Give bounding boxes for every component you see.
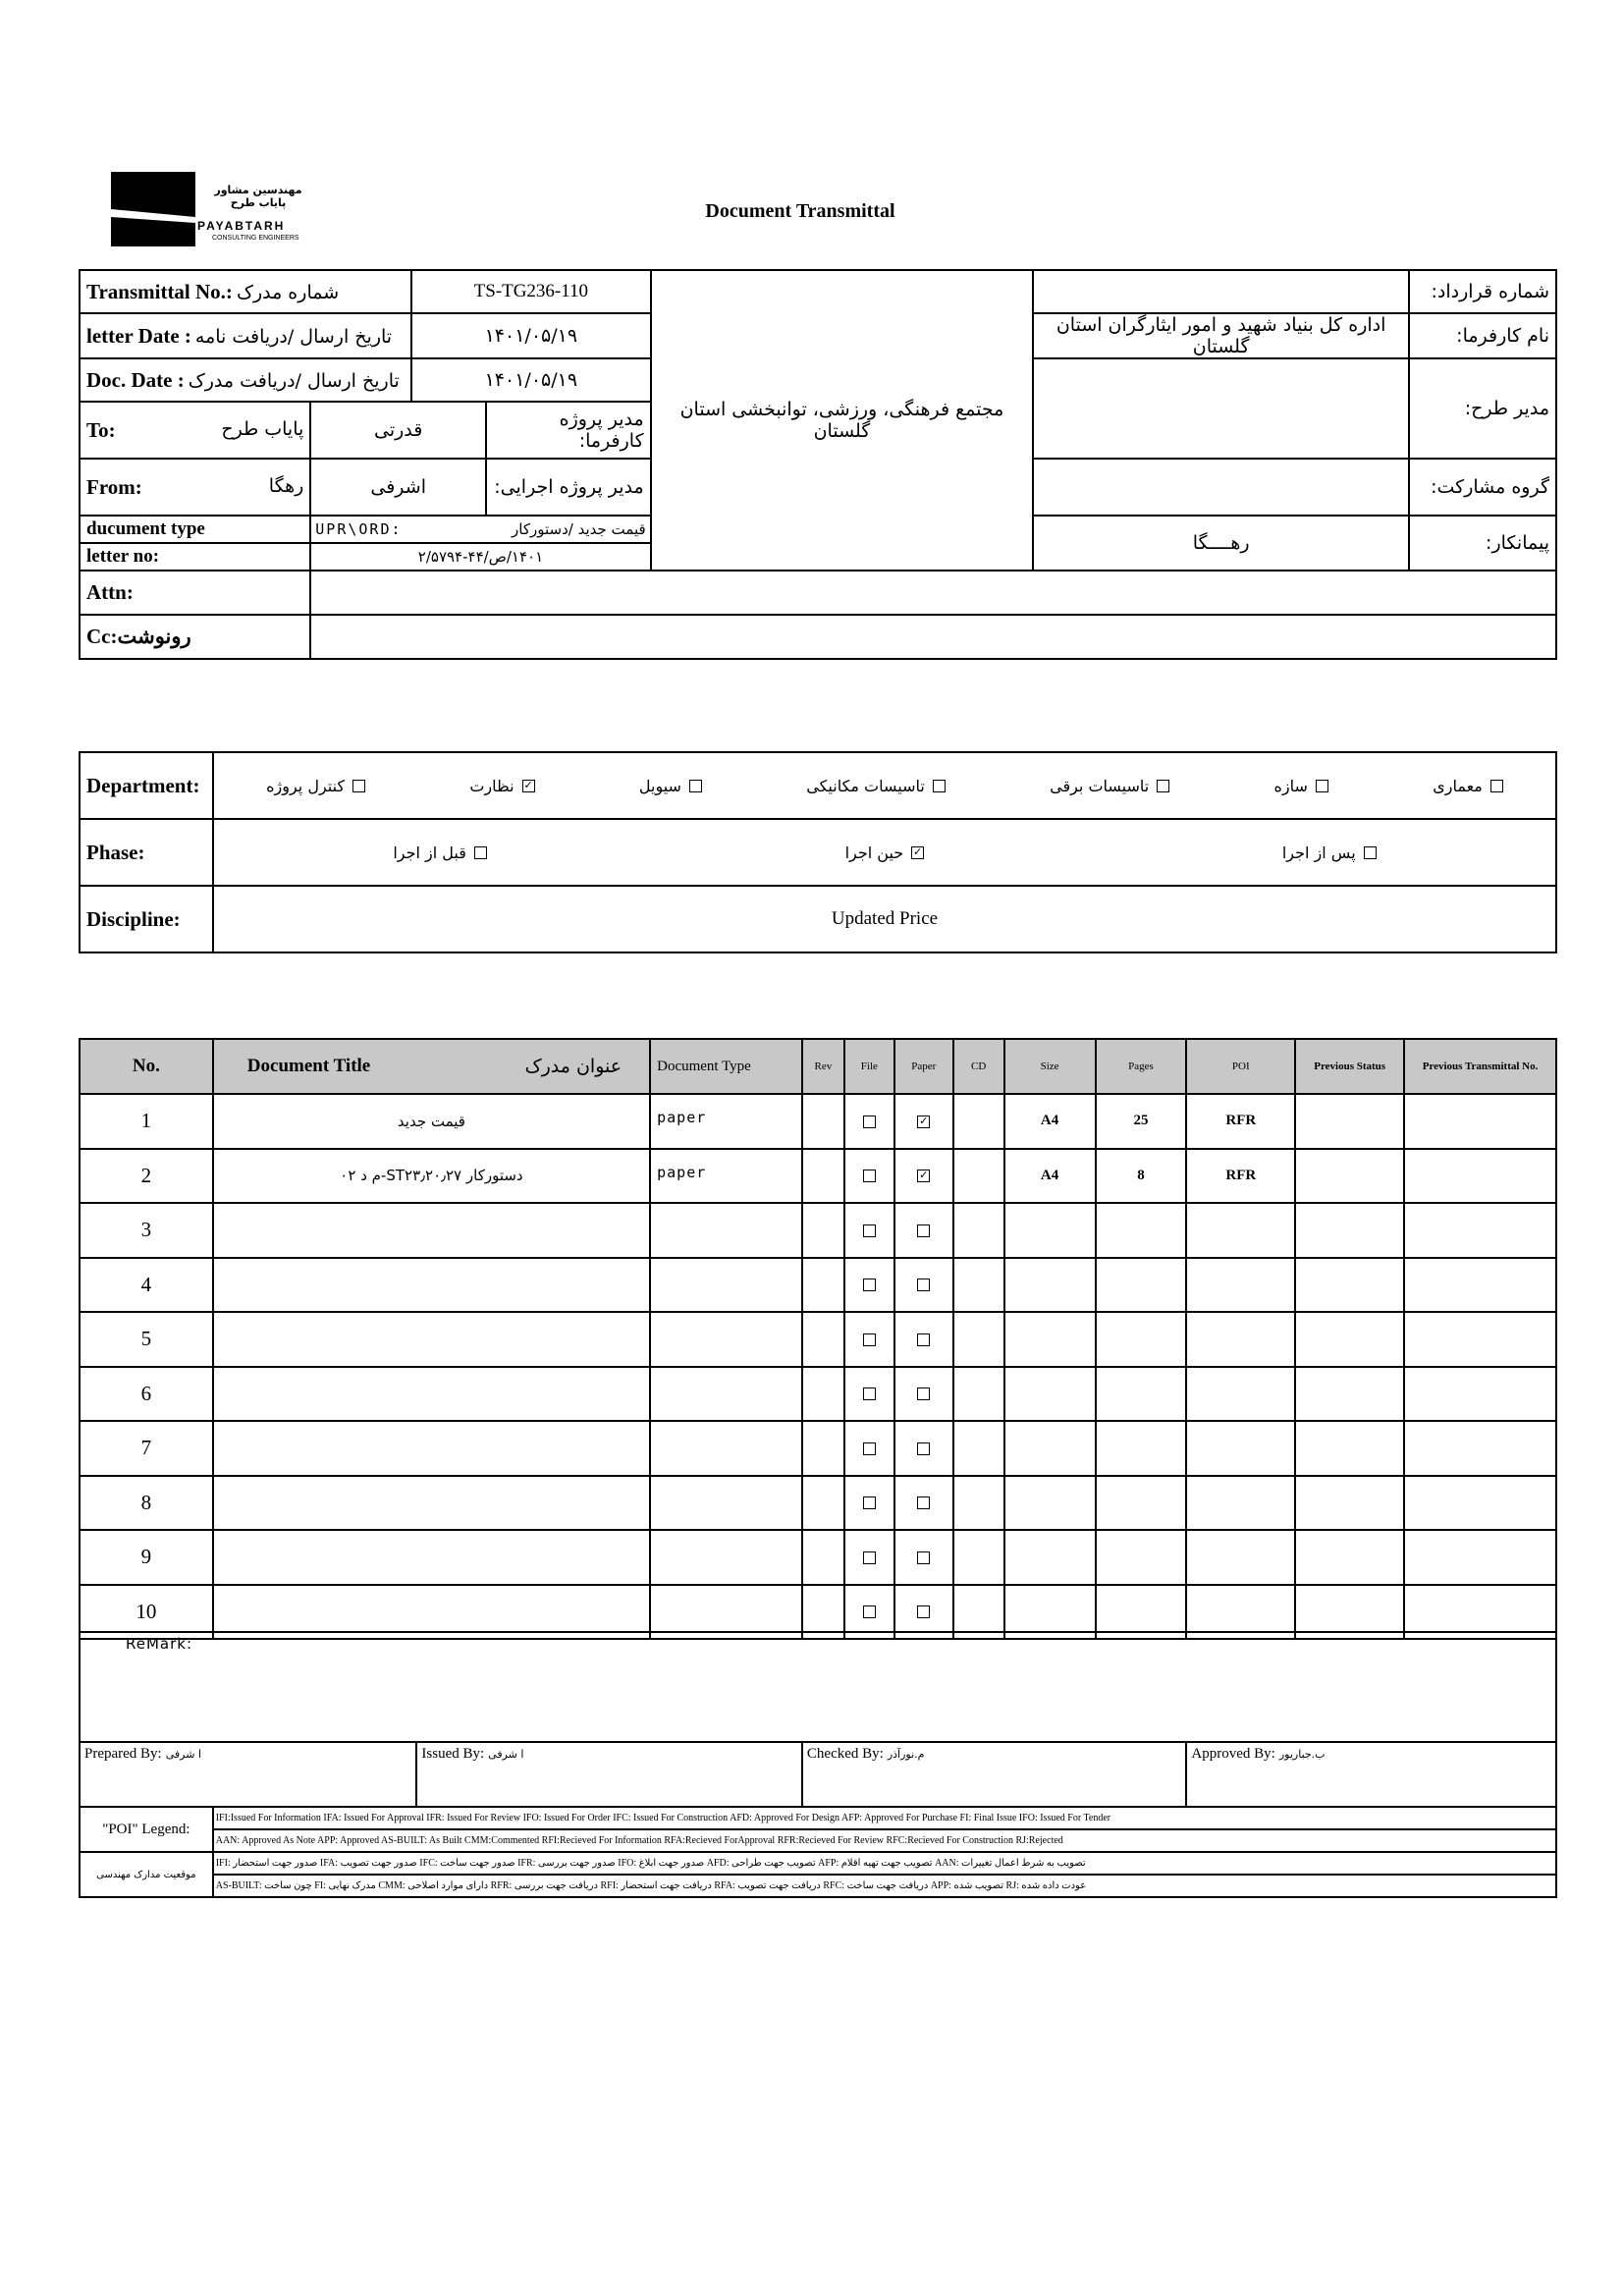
department-option-supervision[interactable]: ✓ نظارت bbox=[469, 776, 533, 795]
header-info-table bbox=[79, 269, 1557, 660]
partnership-value bbox=[1033, 459, 1409, 516]
doctype-code: UPR\ORD: bbox=[315, 519, 403, 538]
letter-date-value: ۱۴۰۱/۰۵/۱۹ bbox=[411, 313, 651, 358]
row-pages: 8 bbox=[1096, 1149, 1187, 1204]
checkbox[interactable] bbox=[689, 780, 702, 792]
contract-no-label: شماره قرارداد: bbox=[1409, 270, 1556, 313]
row-rev bbox=[802, 1094, 844, 1149]
from-role: مدیر پروژه اجرایی: bbox=[486, 459, 651, 516]
logo-text-en: PAYABTARH bbox=[197, 219, 286, 233]
row-prev-status bbox=[1295, 1476, 1404, 1531]
contractor-value: رهــــگا bbox=[1033, 516, 1409, 571]
to-role: مدیر پروژه کارفرما: bbox=[486, 402, 651, 459]
row-prev-status bbox=[1295, 1421, 1404, 1476]
checkbox[interactable] bbox=[863, 1333, 876, 1346]
checkbox[interactable] bbox=[917, 1496, 930, 1509]
issued-label: Issued By: bbox=[421, 1746, 485, 1762]
row-poi bbox=[1186, 1203, 1295, 1258]
cc-field[interactable] bbox=[310, 615, 1556, 659]
checkbox[interactable] bbox=[917, 1387, 930, 1400]
from-label: From: bbox=[86, 474, 142, 499]
row-prev-status bbox=[1295, 1312, 1404, 1367]
row-size: A4 bbox=[1004, 1149, 1096, 1204]
phase-option-during[interactable]: ✓ حین اجرا bbox=[844, 843, 923, 862]
doctype-label: ducument type bbox=[80, 516, 310, 543]
col-size: Size bbox=[1004, 1039, 1096, 1094]
row-poi bbox=[1186, 1476, 1295, 1531]
checkbox[interactable] bbox=[933, 780, 946, 792]
table-row bbox=[80, 1149, 1556, 1204]
design-mgr-label: مدیر طرح: bbox=[1409, 358, 1556, 459]
row-file bbox=[844, 1203, 894, 1258]
poi-legend-line1: IFI:Issued For Information IFA: Issued For Approval IFR: Issued For Review IFO: Issued For Order IFC: Issued For Construction AFD: Approved For Design AFP: Approved For Purchase FI: Final Issue IFO: Issued For Tender bbox=[213, 1807, 1556, 1829]
row-no: 1 bbox=[80, 1094, 213, 1149]
row-prev-status bbox=[1295, 1367, 1404, 1422]
row-file bbox=[844, 1149, 894, 1204]
row-rev bbox=[802, 1367, 844, 1422]
row-type bbox=[650, 1367, 802, 1422]
letter-date-label-fa: تاریخ ارسال /دریافت نامه bbox=[194, 325, 393, 348]
discipline-value: Updated Price bbox=[213, 886, 1556, 952]
row-rev bbox=[802, 1149, 844, 1204]
row-paper bbox=[894, 1476, 953, 1531]
row-title: قیمت جدید bbox=[213, 1094, 650, 1149]
table-row bbox=[80, 1367, 1556, 1422]
department-option-structure[interactable]: سازه bbox=[1274, 777, 1328, 795]
row-file bbox=[844, 1421, 894, 1476]
status-legend-label: موقعیت مدارک مهندسی bbox=[80, 1852, 213, 1897]
row-rev bbox=[802, 1530, 844, 1585]
row-size bbox=[1004, 1530, 1096, 1585]
row-pages: 25 bbox=[1096, 1094, 1187, 1149]
row-type: paper bbox=[650, 1149, 802, 1204]
col-title-en: Document Title bbox=[246, 1056, 371, 1076]
row-title bbox=[213, 1530, 650, 1585]
issued-by-cell[interactable] bbox=[416, 1742, 802, 1807]
col-rev: Rev bbox=[802, 1039, 844, 1094]
approved-label: Approved By: bbox=[1191, 1746, 1275, 1762]
page-title: Document Transmittal bbox=[705, 200, 895, 222]
project-name: مجتمع فرهنگی، ورزشی، توانبخشی استان گلستان bbox=[651, 270, 1034, 571]
row-title: دستورکار ST۲۳٫۲۰٫۲۷-م د ۰۲ bbox=[213, 1149, 650, 1204]
row-rev bbox=[802, 1421, 844, 1476]
row-cd bbox=[953, 1367, 1004, 1422]
row-no: 10 bbox=[80, 1585, 213, 1640]
checkbox[interactable] bbox=[863, 1279, 876, 1291]
row-no: 7 bbox=[80, 1421, 213, 1476]
row-rev bbox=[802, 1203, 844, 1258]
department-option-electrical[interactable]: تاسیسات برقی bbox=[1050, 777, 1169, 795]
table-row bbox=[80, 1258, 1556, 1313]
row-size bbox=[1004, 1367, 1096, 1422]
department-option-mechanical[interactable]: تاسیسات مکانیکی bbox=[806, 777, 946, 795]
row-pages bbox=[1096, 1530, 1187, 1585]
row-prev-status bbox=[1295, 1149, 1404, 1204]
checked-label: Checked By: bbox=[806, 1746, 884, 1762]
attn-label: Attn: bbox=[80, 571, 310, 615]
col-type: Document Type bbox=[650, 1039, 802, 1094]
row-rev bbox=[802, 1258, 844, 1313]
row-no: 3 bbox=[80, 1203, 213, 1258]
attn-field[interactable] bbox=[310, 571, 1556, 615]
row-prev-transmittal bbox=[1404, 1367, 1556, 1422]
checkbox[interactable] bbox=[863, 1551, 876, 1564]
checked-by-cell[interactable] bbox=[802, 1742, 1187, 1807]
checkbox[interactable] bbox=[917, 1279, 930, 1291]
table-row bbox=[80, 1421, 1556, 1476]
row-cd bbox=[953, 1258, 1004, 1313]
approved-by-cell[interactable] bbox=[1186, 1742, 1556, 1807]
col-pages: Pages bbox=[1096, 1039, 1187, 1094]
department-label: Department: bbox=[80, 752, 213, 819]
row-pages bbox=[1096, 1312, 1187, 1367]
row-cd bbox=[953, 1203, 1004, 1258]
design-mgr-value bbox=[1033, 358, 1409, 459]
checkbox[interactable] bbox=[863, 1224, 876, 1237]
checkbox[interactable] bbox=[917, 1224, 930, 1237]
checkbox[interactable] bbox=[917, 1551, 930, 1564]
row-prev-transmittal bbox=[1404, 1530, 1556, 1585]
row-file bbox=[844, 1258, 894, 1313]
col-prev-transmittal: Previous Transmittal No. bbox=[1404, 1039, 1556, 1094]
row-poi bbox=[1186, 1258, 1295, 1313]
row-type bbox=[650, 1530, 802, 1585]
row-prev-transmittal bbox=[1404, 1312, 1556, 1367]
table-row bbox=[80, 1312, 1556, 1367]
doc-date-label-fa: تاریخ ارسال /دریافت مدرک bbox=[188, 369, 400, 392]
checkbox[interactable] bbox=[1157, 780, 1169, 792]
row-pages bbox=[1096, 1421, 1187, 1476]
letterno-label: letter no: bbox=[80, 543, 310, 571]
row-title bbox=[213, 1258, 650, 1313]
prepared-by-cell[interactable] bbox=[80, 1742, 416, 1807]
logo-text-fa: مهندسین مشاور پایاب طرح bbox=[214, 184, 302, 209]
transmittal-label: Transmittal No.: bbox=[86, 279, 233, 303]
documents-table bbox=[79, 1038, 1557, 1640]
row-poi bbox=[1186, 1421, 1295, 1476]
row-title bbox=[213, 1367, 650, 1422]
contract-no-value bbox=[1033, 270, 1409, 313]
row-rev bbox=[802, 1312, 844, 1367]
to-value: پایاب طرح bbox=[221, 417, 304, 440]
checkbox[interactable] bbox=[863, 1442, 876, 1455]
approved-value: ب.جباریور bbox=[1278, 1748, 1326, 1761]
row-type bbox=[650, 1476, 802, 1531]
row-prev-transmittal bbox=[1404, 1094, 1556, 1149]
classification-table bbox=[79, 751, 1557, 953]
to-label: To: bbox=[86, 417, 116, 442]
to-person: قدرتی bbox=[310, 402, 486, 459]
row-paper bbox=[894, 1149, 953, 1204]
checkbox[interactable]: ✓ bbox=[919, 1114, 929, 1127]
row-prev-status bbox=[1295, 1094, 1404, 1149]
row-pages bbox=[1096, 1367, 1187, 1422]
col-no: No. bbox=[80, 1039, 213, 1094]
row-paper bbox=[894, 1203, 953, 1258]
row-size bbox=[1004, 1258, 1096, 1313]
from-person: اشرفی bbox=[310, 459, 486, 516]
row-no: 5 bbox=[80, 1312, 213, 1367]
row-paper bbox=[894, 1094, 953, 1149]
checkbox[interactable] bbox=[863, 1387, 876, 1400]
department-option-architecture[interactable]: معماری bbox=[1433, 777, 1503, 795]
row-file bbox=[844, 1367, 894, 1422]
row-title bbox=[213, 1476, 650, 1531]
row-rev bbox=[802, 1476, 844, 1531]
row-file bbox=[844, 1094, 894, 1149]
remark-label: ReMark: bbox=[126, 1635, 193, 1653]
department-option-civil[interactable]: سیویل bbox=[639, 777, 702, 795]
row-size bbox=[1004, 1312, 1096, 1367]
row-cd bbox=[953, 1421, 1004, 1476]
row-size: A4 bbox=[1004, 1094, 1096, 1149]
prepared-label: Prepared By: bbox=[84, 1746, 162, 1762]
row-file bbox=[844, 1312, 894, 1367]
checkbox[interactable] bbox=[1490, 780, 1503, 792]
checkbox[interactable] bbox=[863, 1496, 876, 1509]
row-poi bbox=[1186, 1367, 1295, 1422]
table-row bbox=[80, 1094, 1556, 1149]
row-cd bbox=[953, 1530, 1004, 1585]
doc-date-value: ۱۴۰۱/۰۵/۱۹ bbox=[411, 358, 651, 402]
row-cd bbox=[953, 1312, 1004, 1367]
cc-label: Cc:رونوشت bbox=[80, 615, 310, 659]
row-title bbox=[213, 1203, 650, 1258]
doc-date-label: Doc. Date : bbox=[86, 367, 185, 392]
transmittal-label-fa: شماره مدرک bbox=[236, 281, 340, 303]
phase-option-before[interactable]: قبل از اجرا bbox=[393, 843, 487, 862]
row-prev-transmittal bbox=[1404, 1258, 1556, 1313]
row-prev-transmittal bbox=[1404, 1149, 1556, 1204]
row-title bbox=[213, 1312, 650, 1367]
poi-legend-label: "POI" Legend: bbox=[80, 1807, 213, 1852]
row-paper bbox=[894, 1421, 953, 1476]
checkbox[interactable] bbox=[863, 1605, 876, 1618]
checked-value: م.نورآذر bbox=[887, 1748, 925, 1761]
checkbox[interactable] bbox=[1316, 780, 1328, 792]
checkbox[interactable]: ✓ bbox=[523, 778, 533, 791]
logo-tagline: CONSULTING ENGINEERS bbox=[212, 235, 299, 242]
logo-mark-icon bbox=[111, 172, 195, 246]
row-paper bbox=[894, 1312, 953, 1367]
discipline-label: Discipline: bbox=[80, 886, 213, 952]
phase-option-after[interactable]: پس از اجرا bbox=[1282, 843, 1377, 862]
checkbox[interactable] bbox=[917, 1605, 930, 1618]
row-prev-transmittal bbox=[1404, 1203, 1556, 1258]
letter-date-label: letter Date : bbox=[86, 323, 191, 348]
row-type bbox=[650, 1312, 802, 1367]
col-file: File bbox=[844, 1039, 894, 1094]
checkbox[interactable] bbox=[863, 1170, 876, 1182]
contractor-label: پیمانکار: bbox=[1409, 516, 1556, 571]
row-paper bbox=[894, 1258, 953, 1313]
row-no: 4 bbox=[80, 1258, 213, 1313]
prepared-value: ا شرفی bbox=[165, 1748, 201, 1761]
letterno-value: ۱۴۰۱/ص/۴۴-۲/۵۷۹۴ bbox=[310, 543, 650, 571]
row-file bbox=[844, 1530, 894, 1585]
row-cd bbox=[953, 1476, 1004, 1531]
row-prev-status bbox=[1295, 1258, 1404, 1313]
client-label: نام کارفرما: bbox=[1409, 313, 1556, 358]
row-poi: RFR bbox=[1186, 1094, 1295, 1149]
col-paper: Paper bbox=[894, 1039, 953, 1094]
transmittal-value: TS-TG236-110 bbox=[411, 270, 651, 313]
row-prev-transmittal bbox=[1404, 1476, 1556, 1531]
row-pages bbox=[1096, 1258, 1187, 1313]
footer-table bbox=[79, 1631, 1557, 1898]
col-poi: POI bbox=[1186, 1039, 1295, 1094]
status-legend-line1: IFI: صدور جهت استحضار IFA: صدور جهت تصویب IFC: صدور جهت ساخت IFR: صدور جهت بررسی IFO: صدور جهت ابلاغ AFD: تصویب جهت طراحی AFP: تصویب جهت تهیه اقلام AAN: تصویب به شرط اعمال تغییرات bbox=[213, 1852, 1556, 1875]
checkbox[interactable] bbox=[863, 1115, 876, 1128]
row-type bbox=[650, 1258, 802, 1313]
table-row bbox=[80, 1203, 1556, 1258]
checkbox[interactable]: ✓ bbox=[919, 1169, 929, 1182]
checkbox[interactable]: ✓ bbox=[913, 844, 923, 858]
row-paper bbox=[894, 1367, 953, 1422]
table-row bbox=[80, 1476, 1556, 1531]
row-type bbox=[650, 1203, 802, 1258]
status-legend-line2: AS-BUILT: چون ساخت FI: مدرک نهایی CMM: دارای موارد اصلاحی RFR: دریافت جهت بررسی RFI: دریافت جهت استحضار RFA: دریافت جهت تصویب RFC: دریافت جهت ساخت APP: تصویب شده RJ: عودت داده شده bbox=[213, 1875, 1556, 1897]
row-no: 6 bbox=[80, 1367, 213, 1422]
row-poi bbox=[1186, 1312, 1295, 1367]
row-prev-transmittal bbox=[1404, 1421, 1556, 1476]
row-no: 8 bbox=[80, 1476, 213, 1531]
row-type bbox=[650, 1421, 802, 1476]
issued-value: ا شرفی bbox=[488, 1748, 524, 1761]
doctype-value: قیمت جدید /دستورکار bbox=[512, 519, 646, 538]
row-size bbox=[1004, 1421, 1096, 1476]
checkbox[interactable] bbox=[474, 846, 487, 859]
checkbox[interactable] bbox=[352, 780, 365, 792]
client-value: اداره کل بنیاد شهید و امور ایثارگران استان گلستان bbox=[1033, 313, 1409, 358]
row-no: 2 bbox=[80, 1149, 213, 1204]
row-type: paper bbox=[650, 1094, 802, 1149]
row-size bbox=[1004, 1476, 1096, 1531]
row-poi: RFR bbox=[1186, 1149, 1295, 1204]
row-file bbox=[844, 1476, 894, 1531]
row-prev-status bbox=[1295, 1203, 1404, 1258]
col-title-fa: عنوان مدرک bbox=[524, 1056, 623, 1077]
checkbox[interactable] bbox=[917, 1333, 930, 1346]
row-paper bbox=[894, 1530, 953, 1585]
partnership-label: گروه مشارکت: bbox=[1409, 459, 1556, 516]
phase-label: Phase: bbox=[80, 819, 213, 886]
table-row bbox=[80, 1530, 1556, 1585]
row-pages bbox=[1096, 1476, 1187, 1531]
poi-legend-line2: AAN: Approved As Note APP: Approved AS-BUILT: As Built CMM:Commented RFI:Recieved For Information RFA:Recieved ForApproval RFR:Recieved For Review RFC:Recieved For Construction RJ:Rejected bbox=[213, 1829, 1556, 1852]
row-size bbox=[1004, 1203, 1096, 1258]
checkbox[interactable] bbox=[917, 1442, 930, 1455]
department-option-project-control[interactable]: کنترل پروژه bbox=[266, 777, 365, 795]
row-cd bbox=[953, 1149, 1004, 1204]
row-no: 9 bbox=[80, 1530, 213, 1585]
row-title bbox=[213, 1421, 650, 1476]
row-cd bbox=[953, 1094, 1004, 1149]
company-logo bbox=[111, 172, 317, 250]
col-prev-status: Previous Status bbox=[1295, 1039, 1404, 1094]
col-cd: CD bbox=[953, 1039, 1004, 1094]
checkbox[interactable] bbox=[1364, 846, 1377, 859]
from-value: رهگا bbox=[268, 474, 304, 497]
row-pages bbox=[1096, 1203, 1187, 1258]
row-prev-status bbox=[1295, 1530, 1404, 1585]
documents-table-body bbox=[80, 1094, 1556, 1639]
row-poi bbox=[1186, 1530, 1295, 1585]
